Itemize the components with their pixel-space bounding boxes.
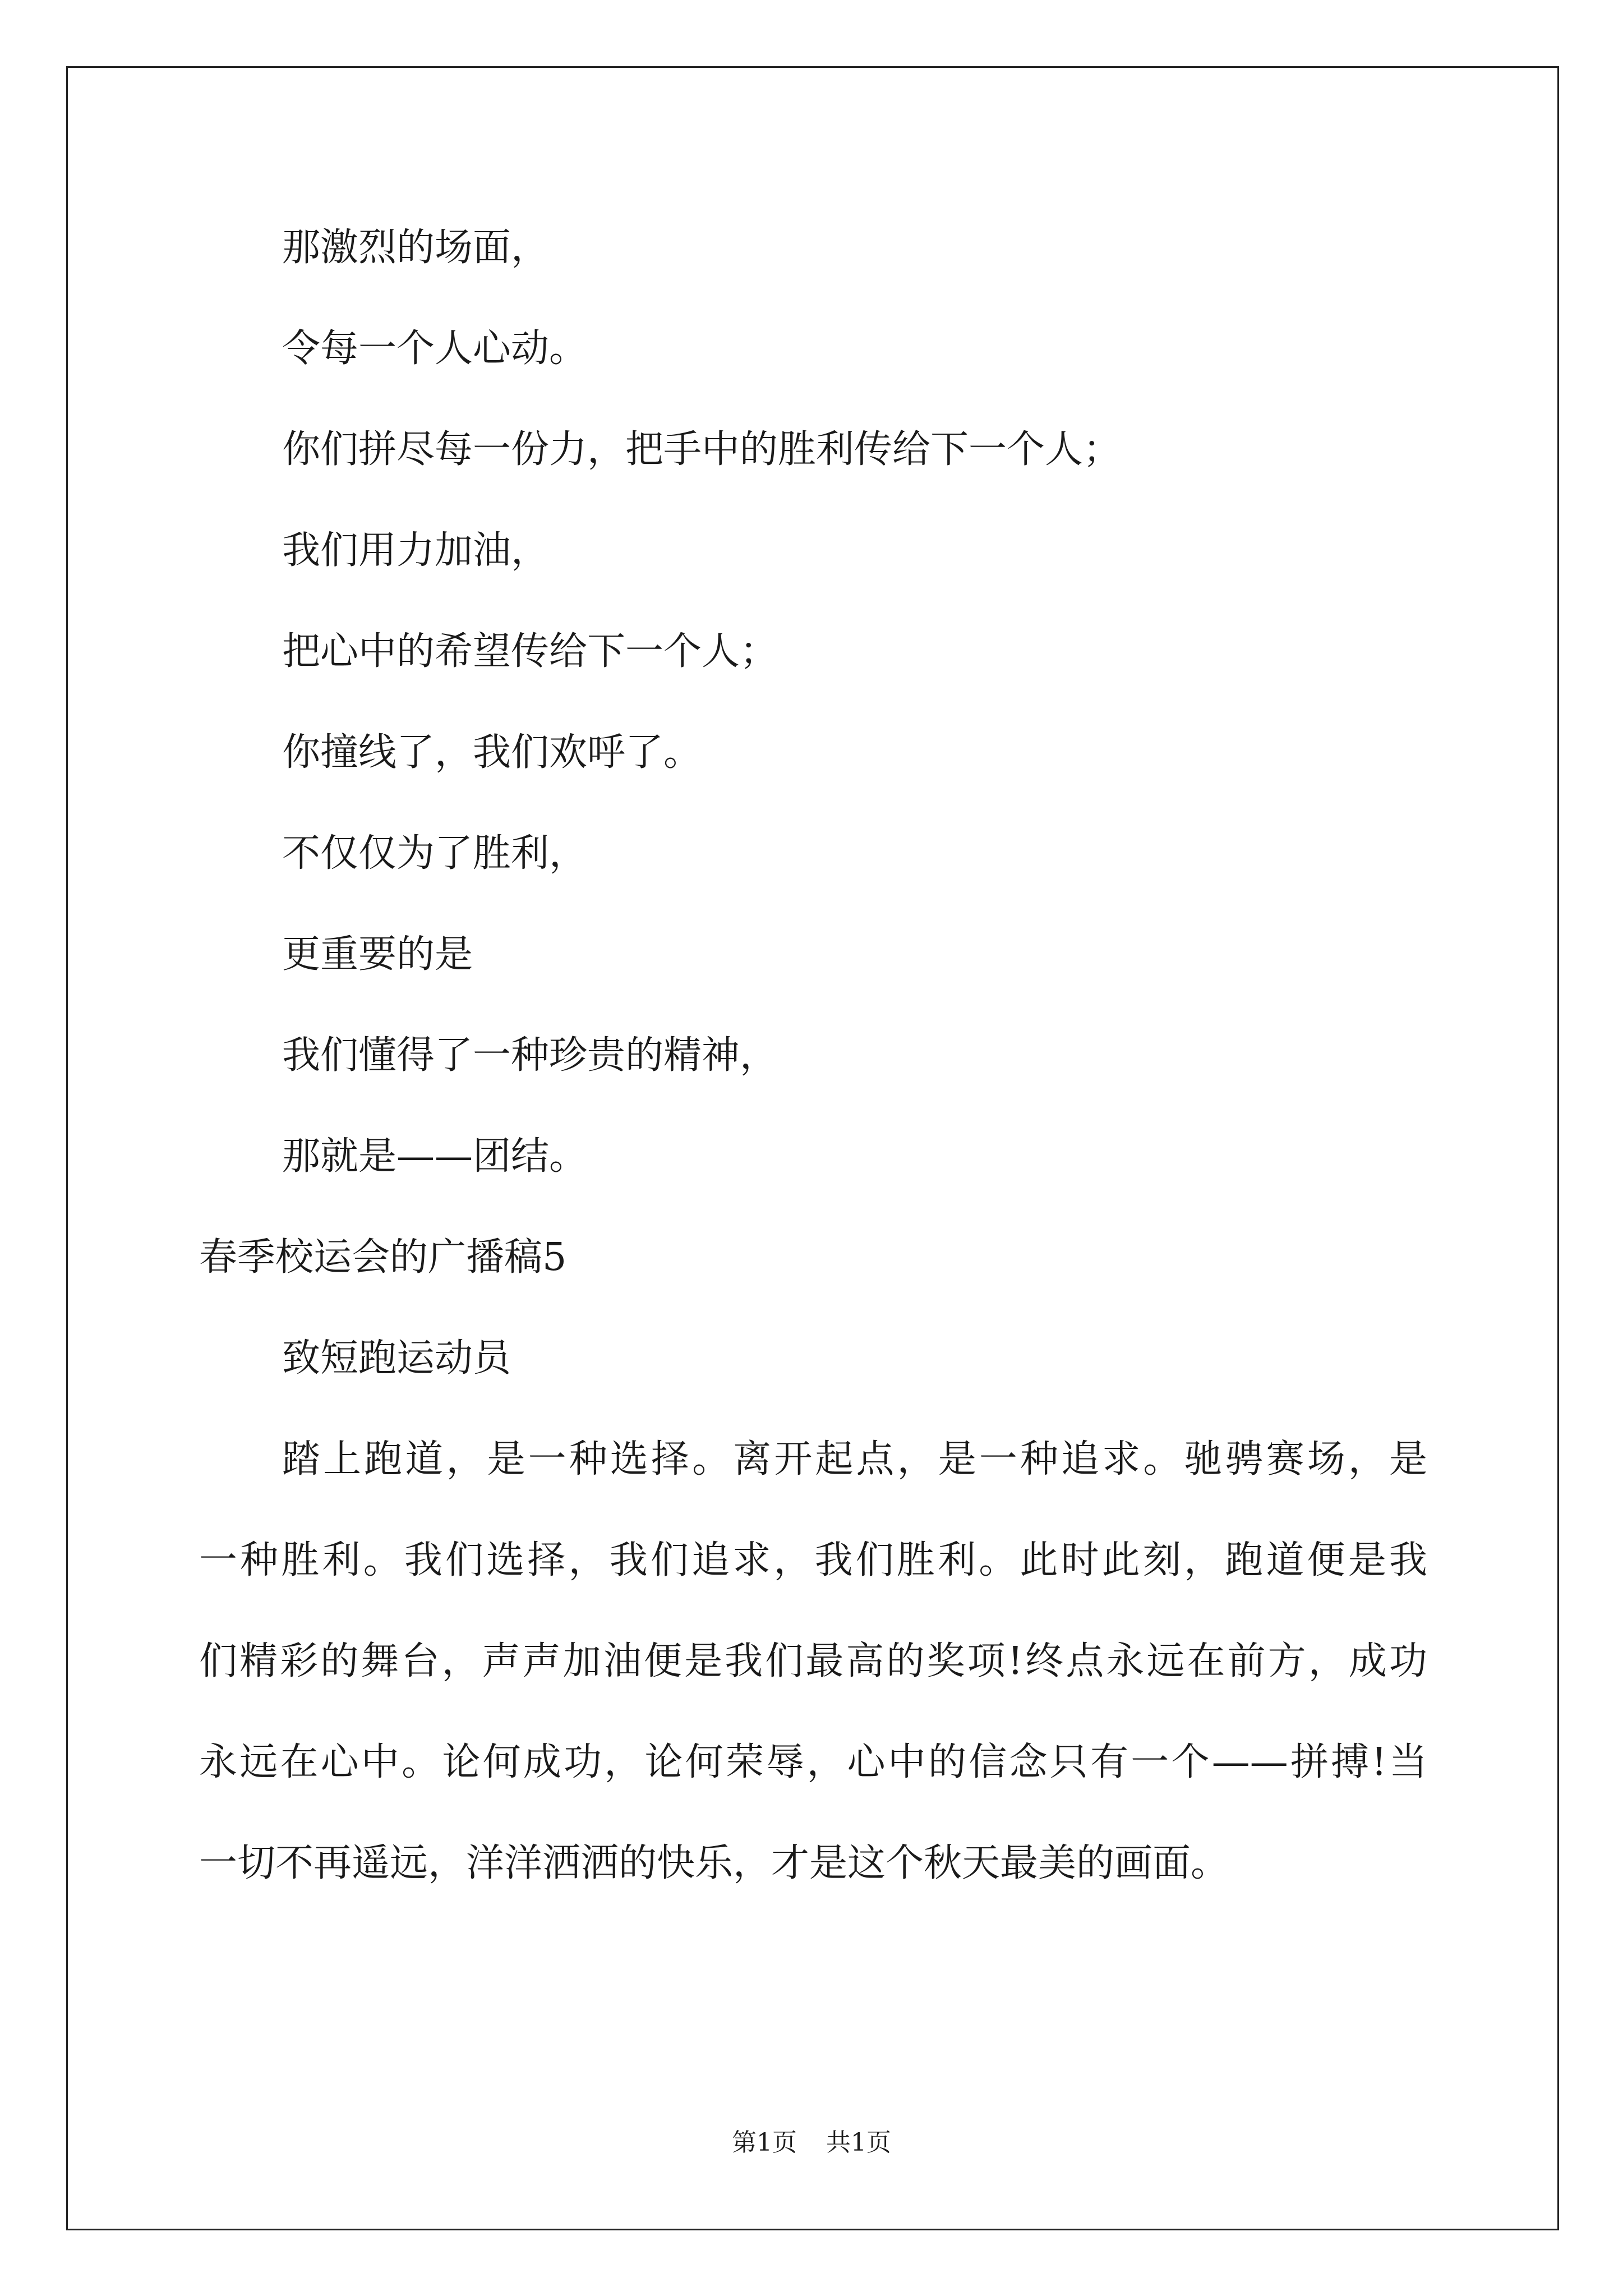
paragraph-line: 一切不再遥远，洋洋洒洒的快乐，才是这个秋天最美的画面。 [199, 1841, 1229, 1885]
paragraph-line: 一种胜利。我们选择，我们追求，我们胜利。此时此刻，跑道便是我 [199, 1538, 1427, 1582]
page-footer [0, 2126, 1623, 2160]
poem-line: 把心中的希望传给下一个人； [282, 629, 778, 674]
poem-line: 我们懂得了一种珍贵的精神， [282, 1033, 778, 1078]
poem-line: 那激烈的场面， [282, 226, 550, 270]
poem-line: 更重要的是 [282, 932, 473, 977]
paragraph-line: 踏上跑道，是一种选择。离开起点，是一种追求。驰骋赛场，是 [282, 1437, 1427, 1481]
poem-line: 我们用力加油， [282, 528, 550, 573]
page-count: 共1页 [826, 2128, 891, 2157]
page-number: 第1页 [732, 2128, 797, 2157]
section-heading: 春季校运会的广播稿5 [199, 1235, 567, 1280]
paragraph-line: 们精彩的舞台，声声加油便是我们最高的奖项!终点永远在前方，成功 [199, 1639, 1427, 1683]
subtitle: 致短跑运动员 [282, 1336, 511, 1381]
poem-line: 令每一个人心动。 [282, 326, 588, 371]
poem-line: 你们拼尽每一份力，把手中的胜利传给下一个人； [282, 427, 1122, 472]
poem-line: 不仅仅为了胜利， [282, 831, 588, 876]
paragraph-line: 永远在心中。论何成功，论何荣辱，心中的信念只有一个——拼搏!当 [199, 1740, 1427, 1784]
poem-line: 那就是——团结。 [282, 1134, 588, 1179]
poem-line: 你撞线了，我们欢呼了。 [282, 730, 702, 775]
